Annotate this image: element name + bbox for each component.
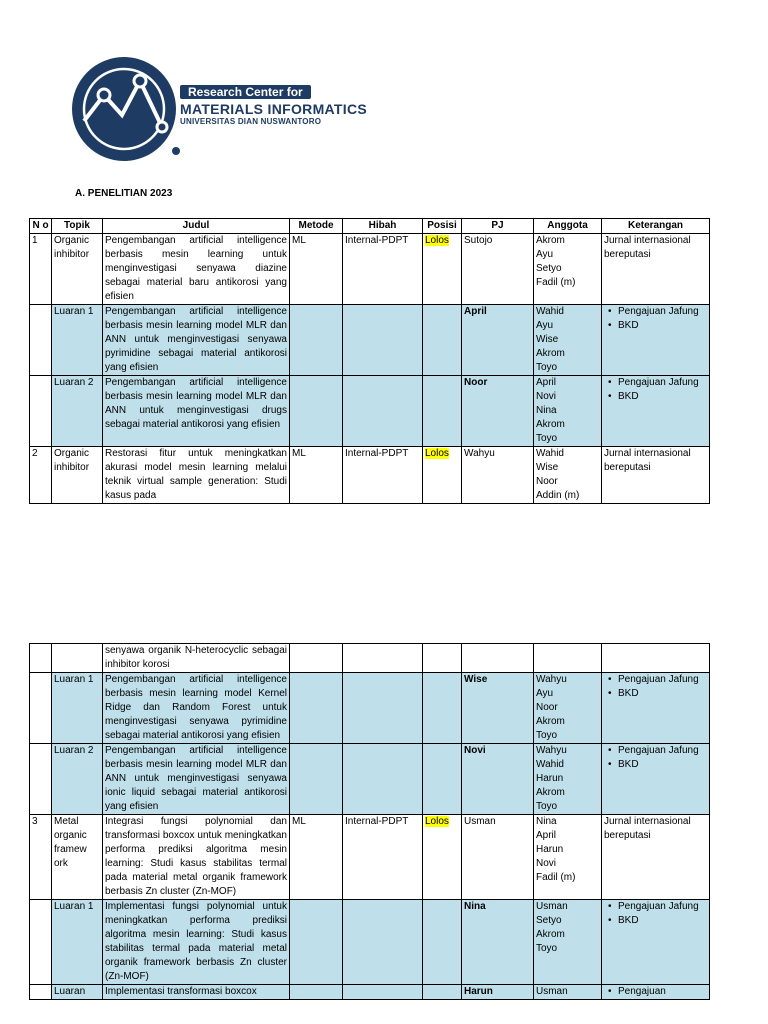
cell-keterangan: Jurnal internasional bereputasi bbox=[602, 815, 710, 900]
cell-topik: Luaran 1 bbox=[52, 305, 103, 376]
cell-keterangan bbox=[602, 305, 710, 376]
header-anggota: Anggota bbox=[534, 219, 602, 234]
cell-topik: Luaran 1 bbox=[52, 673, 103, 744]
cell-no bbox=[30, 376, 52, 447]
anggota-name: Harun bbox=[536, 773, 564, 784]
anggota-name: April bbox=[536, 377, 557, 388]
cell-anggota bbox=[534, 744, 602, 815]
cell-keterangan bbox=[602, 376, 710, 447]
cell-hibah bbox=[343, 744, 423, 815]
cell-anggota bbox=[534, 815, 602, 900]
anggota-name: Fadil (m) bbox=[536, 872, 576, 883]
keterangan-item: • Pengajuan Jafung bbox=[618, 900, 707, 914]
cell-no bbox=[30, 985, 52, 1000]
anggota-name: Novi bbox=[536, 858, 557, 869]
anggota-name: Wahyu bbox=[536, 745, 567, 756]
cell-posisi bbox=[423, 234, 462, 305]
cell-hibah bbox=[343, 673, 423, 744]
cell-keterangan bbox=[602, 644, 710, 673]
cell-keterangan: Jurnal internasional bereputasi bbox=[602, 234, 710, 305]
cell-metode bbox=[290, 305, 343, 376]
anggota-name: Wahid bbox=[536, 759, 564, 770]
cell-judul: Integrasi fungsi polynomial dan transformasi boxcox untuk meningkatkan performa prediksi algoritma mesin learning: Studi kasus stabilitas termal pada material metal organik framework berbasis Zn cluster (Zn-MOF) bbox=[103, 815, 290, 900]
cell-judul: Pengembangan artificial intelligence berbasis mesin learning untuk menginvestigasi senyawa diazine sebagai material baru antikorosi yang efisien bbox=[103, 234, 290, 305]
cell-posisi bbox=[423, 900, 462, 985]
cell-keterangan: Jurnal internasional bereputasi bbox=[602, 447, 710, 504]
table-row bbox=[30, 673, 710, 744]
cell-hibah bbox=[343, 305, 423, 376]
header-no: N o bbox=[30, 219, 52, 234]
cell-posisi bbox=[423, 744, 462, 815]
anggota-name: Akrom bbox=[536, 716, 565, 727]
cell-no bbox=[30, 900, 52, 985]
anggota-name: Fadil (m) bbox=[536, 277, 576, 288]
table-row bbox=[30, 985, 710, 1000]
anggota-name: Akrom bbox=[536, 348, 565, 359]
cell-keterangan bbox=[602, 744, 710, 815]
section-title: A. PENELITIAN 2023 bbox=[75, 188, 173, 199]
cell-no bbox=[30, 744, 52, 815]
header-metode: Metode bbox=[290, 219, 343, 234]
logo-university: UNIVERSITAS DIAN NUSWANTORO bbox=[180, 117, 322, 126]
table-row bbox=[30, 900, 710, 985]
anggota-name: Toyo bbox=[536, 362, 558, 373]
cell-judul: Pengembangan artificial intelligence berbasis mesin learning model MLR dan ANN untuk menginvestigasi senyawa ionic liquid sebagai material antikorosi yang efisien bbox=[103, 744, 290, 815]
cell-posisi bbox=[423, 447, 462, 504]
anggota-name: Akrom bbox=[536, 419, 565, 430]
cell-no bbox=[30, 305, 52, 376]
anggota-name: Nina bbox=[536, 816, 557, 827]
cell-anggota bbox=[534, 673, 602, 744]
cell-judul: Restorasi fitur untuk meningkatkan akurasi model mesin learning melalui teknik virtual sample generation: Studi kasus pada bbox=[103, 447, 290, 504]
anggota-name: Addin (m) bbox=[536, 490, 580, 501]
cell-pj: Wahyu bbox=[462, 447, 534, 504]
keterangan-item: • BKD bbox=[618, 914, 707, 928]
cell-pj: April bbox=[462, 305, 534, 376]
anggota-name: Ayu bbox=[536, 249, 554, 260]
anggota-name: Usman bbox=[536, 986, 568, 997]
cell-pj bbox=[462, 644, 534, 673]
cell-keterangan bbox=[602, 673, 710, 744]
cell-topik: Luaran 2 bbox=[52, 744, 103, 815]
cell-metode: ML bbox=[290, 234, 343, 305]
cell-topik: Organic inhibitor bbox=[52, 447, 103, 504]
cell-topik: Luaran bbox=[52, 985, 103, 1000]
cell-pj: Harun bbox=[462, 985, 534, 1000]
keterangan-item: • Pengajuan Jafung bbox=[618, 744, 707, 758]
keterangan-list bbox=[604, 376, 707, 404]
keterangan-list bbox=[604, 900, 707, 928]
table1-body bbox=[30, 234, 710, 504]
cell-no: 1 bbox=[30, 234, 52, 305]
cell-pj: Sutojo bbox=[462, 234, 534, 305]
header-posisi: Posisi bbox=[423, 219, 462, 234]
anggota-name: Toyo bbox=[536, 730, 558, 741]
cell-anggota bbox=[534, 447, 602, 504]
cell-posisi bbox=[423, 985, 462, 1000]
table-row bbox=[30, 305, 710, 376]
cell-hibah: Internal-PDPT bbox=[343, 447, 423, 504]
anggota-name: Wahid bbox=[536, 306, 564, 317]
anggota-name: Wahid bbox=[536, 448, 564, 459]
cell-metode: ML bbox=[290, 447, 343, 504]
cell-topik: Luaran 1 bbox=[52, 900, 103, 985]
cell-metode bbox=[290, 644, 343, 673]
cell-topik: Metal organic framew ork bbox=[52, 815, 103, 900]
cell-topik: Luaran 2 bbox=[52, 376, 103, 447]
cell-judul: Pengembangan artificial intelligence berbasis mesin learning model MLR dan ANN untuk menginvestigasi senyawa pyrimidine sebagai material antikorosi yang efisien bbox=[103, 305, 290, 376]
cell-posisi bbox=[423, 376, 462, 447]
anggota-name: Toyo bbox=[536, 801, 558, 812]
cell-judul: Implementasi fungsi polynomial untuk meningkatkan performa prediksi algoritma mesin learning: Studi kasus stabilitas termal pada material metal organik framework berbasis Zn cluster (Zn-MOF) bbox=[103, 900, 290, 985]
anggota-name: Noor bbox=[536, 702, 558, 713]
keterangan-item: • Pengajuan Jafung bbox=[618, 305, 707, 319]
logo-materials-informatics: MATERIALS INFORMATICS bbox=[180, 101, 367, 117]
table-row bbox=[30, 815, 710, 900]
cell-metode bbox=[290, 985, 343, 1000]
anggota-name: Usman bbox=[536, 901, 568, 912]
keterangan-list bbox=[604, 673, 707, 701]
anggota-name: Toyo bbox=[536, 943, 558, 954]
anggota-name: Wise bbox=[536, 334, 559, 345]
cell-metode bbox=[290, 673, 343, 744]
keterangan-item: • Pengajuan Jafung bbox=[618, 673, 707, 687]
table-row bbox=[30, 376, 710, 447]
keterangan-list bbox=[604, 985, 707, 999]
cell-judul: Pengembangan artificial intelligence berbasis mesin learning model MLR dan ANN untuk menginvestigasi drugs sebagai material antikorosi yang efisien bbox=[103, 376, 290, 447]
cell-anggota bbox=[534, 985, 602, 1000]
anggota-name: Setyo bbox=[536, 263, 562, 274]
anggota-name: Noor bbox=[536, 476, 558, 487]
cell-keterangan bbox=[602, 900, 710, 985]
header-topik: Topik bbox=[52, 219, 103, 234]
anggota-name: Wise bbox=[536, 462, 559, 473]
header-hibah: Hibah bbox=[343, 219, 423, 234]
table-header-row bbox=[30, 219, 710, 234]
cell-hibah bbox=[343, 376, 423, 447]
anggota-name: Wahyu bbox=[536, 674, 567, 685]
logo-research-center: Research Center for bbox=[180, 85, 311, 99]
cell-pj: Noor bbox=[462, 376, 534, 447]
anggota-name: Akrom bbox=[536, 787, 565, 798]
header-judul: Judul bbox=[103, 219, 290, 234]
cell-metode: ML bbox=[290, 815, 343, 900]
cell-hibah: Internal-PDPT bbox=[343, 234, 423, 305]
anggota-name: Novi bbox=[536, 391, 557, 402]
cell-hibah bbox=[343, 900, 423, 985]
anggota-name: Nina bbox=[536, 405, 557, 416]
cell-judul: Pengembangan artificial intelligence berbasis mesin learning model Kernel Ridge dan Random Forest untuk menginvestigasi senyawa pyrimidine sebagai material antikorosi yang efisien bbox=[103, 673, 290, 744]
cell-metode bbox=[290, 900, 343, 985]
status-badge: Lolos bbox=[425, 448, 449, 459]
cell-no bbox=[30, 644, 52, 673]
cell-hibah bbox=[343, 985, 423, 1000]
cell-hibah bbox=[343, 644, 423, 673]
cell-pj: Nina bbox=[462, 900, 534, 985]
keterangan-item: • Pengajuan bbox=[618, 985, 707, 999]
cell-pj: Novi bbox=[462, 744, 534, 815]
cell-pj: Wise bbox=[462, 673, 534, 744]
table2-body bbox=[30, 644, 710, 1000]
anggota-name: Akrom bbox=[536, 235, 565, 246]
cell-anggota bbox=[534, 900, 602, 985]
cell-judul: senyawa organik N-heterocyclic sebagai inhibitor korosi bbox=[103, 644, 290, 673]
cell-no: 2 bbox=[30, 447, 52, 504]
anggota-name: April bbox=[536, 830, 557, 841]
keterangan-item: • BKD bbox=[618, 758, 707, 772]
cell-posisi bbox=[423, 305, 462, 376]
header-pj: PJ bbox=[462, 219, 534, 234]
cell-metode bbox=[290, 744, 343, 815]
cell-posisi bbox=[423, 673, 462, 744]
anggota-name: Harun bbox=[536, 844, 564, 855]
header-keterangan: Keterangan bbox=[602, 219, 710, 234]
anggota-name: Setyo bbox=[536, 915, 562, 926]
cell-posisi bbox=[423, 815, 462, 900]
cell-no bbox=[30, 673, 52, 744]
table-row bbox=[30, 234, 710, 305]
status-badge: Lolos bbox=[425, 235, 449, 246]
anggota-name: Ayu bbox=[536, 320, 554, 331]
status-badge: Lolos bbox=[425, 816, 449, 827]
keterangan-item: • BKD bbox=[618, 319, 707, 333]
cell-anggota bbox=[534, 644, 602, 673]
cell-no: 3 bbox=[30, 815, 52, 900]
cell-anggota bbox=[534, 305, 602, 376]
research-table-part2 bbox=[29, 643, 710, 1000]
cell-anggota bbox=[534, 234, 602, 305]
table-row bbox=[30, 644, 710, 673]
cell-anggota bbox=[534, 376, 602, 447]
cell-hibah: Internal-PDPT bbox=[343, 815, 423, 900]
anggota-name: Ayu bbox=[536, 688, 554, 699]
cell-keterangan bbox=[602, 985, 710, 1000]
cell-pj: Usman bbox=[462, 815, 534, 900]
table-row bbox=[30, 744, 710, 815]
cell-judul: Implementasi transformasi boxcox bbox=[103, 985, 290, 1000]
keterangan-item: • Pengajuan Jafung bbox=[618, 376, 707, 390]
keterangan-list bbox=[604, 744, 707, 772]
cell-topik bbox=[52, 644, 103, 673]
anggota-name: Toyo bbox=[536, 433, 558, 444]
keterangan-list bbox=[604, 305, 707, 333]
logo bbox=[70, 55, 390, 167]
table-row bbox=[30, 447, 710, 504]
keterangan-item: • BKD bbox=[618, 687, 707, 701]
cell-posisi bbox=[423, 644, 462, 673]
research-table-part1 bbox=[29, 218, 710, 504]
cell-topik: Organic inhibitor bbox=[52, 234, 103, 305]
logo-emblem-icon bbox=[70, 55, 182, 167]
keterangan-item: • BKD bbox=[618, 390, 707, 404]
anggota-name: Akrom bbox=[536, 929, 565, 940]
cell-metode bbox=[290, 376, 343, 447]
